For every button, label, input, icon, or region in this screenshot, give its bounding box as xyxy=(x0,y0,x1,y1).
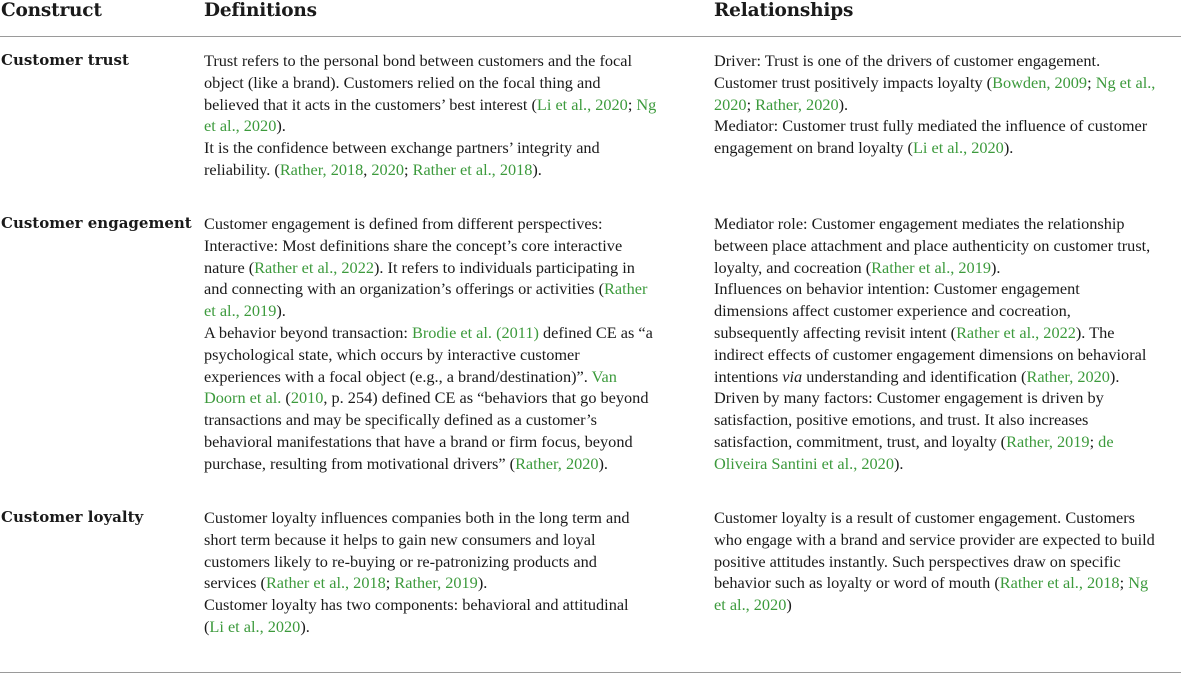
citation-link[interactable]: Ng et al., xyxy=(1095,72,1156,92)
citation-link[interactable]: et al., 2020 xyxy=(204,116,277,136)
text-segment: who engage with a brand and service provider are expected to build xyxy=(714,529,1155,549)
header-relationships: Relationships xyxy=(714,0,854,21)
citation-link[interactable]: Brodie et al. (2011) xyxy=(411,322,539,342)
text-segment: ( xyxy=(281,388,291,408)
text-segment: Customer loyalty has two components: behavioral and attitudinal xyxy=(204,595,629,615)
text-line xyxy=(204,137,694,159)
text-segment: ). The xyxy=(1075,322,1115,342)
citation-link[interactable]: Rather xyxy=(604,279,648,299)
text-line xyxy=(204,616,694,638)
citation-link[interactable]: Rather et al., 2019 xyxy=(871,257,991,277)
text-segment: ) xyxy=(786,595,792,615)
text-segment: Customer engagement is defined from different perspectives: xyxy=(204,214,603,233)
citation-link[interactable]: Li et al., 2020 xyxy=(209,616,301,636)
text-segment: Mediator role: Customer engagement mediates the relationship xyxy=(714,214,1125,233)
text-segment: It is the confidence between exchange partners’ integrity and xyxy=(204,138,600,158)
text-line xyxy=(204,115,694,137)
text-segment: , p. 254) defined CE as “behaviors that go beyond xyxy=(323,388,649,408)
definitions-cell xyxy=(204,50,694,181)
text-segment: , xyxy=(363,159,372,179)
text-segment: ). xyxy=(276,116,286,136)
text-line xyxy=(204,431,694,453)
text-line xyxy=(204,322,694,344)
text-segment: ; xyxy=(385,573,395,593)
definitions-cell xyxy=(204,507,694,638)
text-segment: object (like a brand). Customers relied on the focal thing and xyxy=(204,72,601,92)
text-segment: defined CE as “a xyxy=(538,322,653,342)
construct-label: Customer engagement xyxy=(1,214,192,232)
text-line xyxy=(204,213,694,235)
text-line xyxy=(204,594,694,616)
citation-link[interactable]: Rather, 2020 xyxy=(1026,366,1110,386)
text-segment: positive attitudes instantly. Such perspectives draw on specific xyxy=(714,551,1121,571)
citation-link[interactable]: de xyxy=(1098,431,1114,451)
text-segment: reliability. ( xyxy=(204,159,280,179)
text-segment: Customer trust positively impacts loyalty ( xyxy=(714,72,993,92)
text-segment: engagement on brand loyalty ( xyxy=(714,138,913,158)
text-line xyxy=(714,94,1181,116)
text-segment: ; xyxy=(1087,72,1096,92)
text-segment: satisfaction, positive emotions, and trust. It also increases xyxy=(714,410,1089,430)
text-segment: ). It refers to individuals participating in xyxy=(373,257,635,277)
text-segment: ). xyxy=(893,453,904,473)
text-line xyxy=(204,72,694,94)
text-segment: Mediator: Customer trust fully mediated the influence of customer xyxy=(714,116,1148,136)
text-segment: ). xyxy=(1003,138,1014,158)
italic-text: via xyxy=(782,366,803,386)
text-line xyxy=(204,344,694,366)
text-line xyxy=(204,94,694,116)
citation-link[interactable]: et al., 2019 xyxy=(204,301,277,321)
relationships-cell xyxy=(714,50,1181,159)
construct-label: Customer trust xyxy=(1,51,129,69)
text-line xyxy=(204,235,694,257)
text-segment: short term because it helps to gain new consumers and loyal xyxy=(204,529,596,549)
text-segment: psychological state, which occurs by interactive customer xyxy=(204,344,580,364)
text-segment: ). xyxy=(598,453,609,473)
text-line xyxy=(714,322,1181,344)
citation-link[interactable]: Li et al., 2020 xyxy=(912,138,1004,158)
text-segment: nature ( xyxy=(204,257,255,277)
text-segment: Interactive: Most definitions share the concept’s core interactive xyxy=(204,235,623,255)
text-segment: satisfaction, commitment, trust, and loyalty ( xyxy=(714,431,1007,451)
text-segment: ). xyxy=(276,301,286,321)
text-segment: understanding and identification ( xyxy=(802,366,1027,386)
relationships-cell xyxy=(714,213,1181,475)
text-segment: Customer loyalty is a result of customer engagement. Customers xyxy=(714,508,1135,527)
text-segment: ). xyxy=(300,616,310,636)
text-segment: ; xyxy=(746,94,756,114)
text-segment: ). xyxy=(1109,366,1120,386)
citation-link[interactable]: Rather et al., 2022 xyxy=(956,322,1076,342)
text-line xyxy=(714,235,1181,257)
text-segment: behavior such as loyalty or word of mouth ( xyxy=(714,573,1000,593)
text-line xyxy=(204,387,694,409)
text-line xyxy=(714,137,1181,159)
text-segment: ). xyxy=(477,573,488,593)
text-segment: ). xyxy=(532,159,542,179)
text-line xyxy=(714,278,1181,300)
text-line xyxy=(204,159,694,181)
citation-link[interactable]: Rather, 2018 xyxy=(279,159,364,179)
text-segment: Driver: Trust is one of the drivers of customer engagement. xyxy=(714,51,1101,70)
text-segment: Trust refers to the personal bond between customers and the focal xyxy=(204,51,633,70)
text-segment: experiences with a focal object (e.g., a brand/destination)”. xyxy=(204,366,592,386)
text-segment: ; xyxy=(627,94,637,114)
text-segment: indirect effects of customer engagement dimensions on behavioral xyxy=(714,344,1147,364)
construct-label: Customer loyalty xyxy=(1,508,144,526)
text-segment: ; xyxy=(1089,431,1099,451)
text-segment: dimensions affect customer experience and cocreation, xyxy=(714,301,1071,321)
text-line xyxy=(714,551,1181,573)
header-construct: Construct xyxy=(1,0,102,21)
header-definitions: Definitions xyxy=(204,0,317,21)
text-segment: believed that it acts in the customers’ best interest ( xyxy=(204,94,537,114)
text-line xyxy=(714,366,1181,388)
citation-link[interactable]: Rather et al., 2018 xyxy=(999,573,1120,593)
citation-link[interactable]: Van xyxy=(591,366,617,386)
text-line xyxy=(204,572,694,594)
citation-link[interactable]: Rather, 2019 xyxy=(1006,431,1090,451)
text-segment: Driven by many factors: Customer engagement is driven by xyxy=(714,388,1104,408)
text-segment: and connecting with an organization’s offerings or activities ( xyxy=(204,279,604,299)
text-line xyxy=(714,529,1181,551)
text-line xyxy=(714,507,1181,529)
text-line xyxy=(204,257,694,279)
citation-link[interactable]: et al., 2020 xyxy=(714,595,787,615)
citation-link[interactable]: Oliveira Santini et al., 2020 xyxy=(714,453,894,473)
citation-link[interactable]: Ng xyxy=(636,94,657,114)
text-segment: Influences on behavior intention: Customer engagement xyxy=(714,279,1080,299)
text-line xyxy=(714,572,1181,594)
text-segment: loyalty, and cocreation ( xyxy=(714,257,872,277)
citation-link[interactable]: Doorn et al. xyxy=(204,388,282,408)
text-segment: ; xyxy=(1119,573,1129,593)
text-line xyxy=(204,529,694,551)
citation-link[interactable]: Li et al., 2020 xyxy=(536,94,628,114)
citation-link[interactable]: Rather et al., 2018 xyxy=(412,159,533,179)
citation-link[interactable]: Bowden, 2009 xyxy=(992,72,1088,92)
citation-link[interactable]: Rather, 2020 xyxy=(515,453,599,473)
text-line xyxy=(714,594,1181,616)
text-line xyxy=(204,409,694,431)
text-segment: ). xyxy=(990,257,1001,277)
text-line xyxy=(714,72,1181,94)
text-segment: ). xyxy=(838,94,849,114)
text-segment: Customer loyalty influences companies both in the long term and xyxy=(204,508,630,527)
text-segment: between place attachment and place authenticity on customer trust, xyxy=(714,235,1151,255)
text-line xyxy=(714,50,1181,72)
text-line xyxy=(714,431,1181,453)
text-line xyxy=(204,278,694,300)
citation-link[interactable]: Rather et al., 2022 xyxy=(254,257,374,277)
text-segment: intentions xyxy=(714,366,783,386)
text-line xyxy=(204,453,694,475)
definitions-cell xyxy=(204,213,694,475)
text-line xyxy=(714,257,1181,279)
text-line xyxy=(714,409,1181,431)
citation-link[interactable]: Rather et al., 2018 xyxy=(265,573,386,593)
text-line xyxy=(204,551,694,573)
text-line xyxy=(714,387,1181,409)
citation-link[interactable]: 2010 xyxy=(290,388,324,408)
text-segment: transactions and may be specifically defined as a customer’s xyxy=(204,410,598,430)
text-segment: customers likely to re-buying or re-patronizing products and xyxy=(204,551,597,571)
text-line xyxy=(204,507,694,529)
citation-link[interactable]: Rather, 2020 xyxy=(755,94,839,114)
citation-link[interactable]: 2020 xyxy=(714,94,747,114)
text-segment: subsequently affecting revisit intent ( xyxy=(714,322,957,342)
table-bottom-rule xyxy=(0,672,1181,673)
text-segment: ; xyxy=(403,159,413,179)
text-segment: A behavior beyond transaction: xyxy=(204,322,412,342)
citation-link[interactable]: 2020 xyxy=(371,159,404,179)
text-line xyxy=(714,300,1181,322)
table-header xyxy=(0,0,1181,37)
text-line xyxy=(204,300,694,322)
text-line xyxy=(714,115,1181,137)
text-line xyxy=(204,366,694,388)
citation-link[interactable]: Ng xyxy=(1128,573,1149,593)
relationships-cell xyxy=(714,507,1181,616)
citation-link[interactable]: Rather, 2019 xyxy=(394,573,478,593)
text-line xyxy=(714,213,1181,235)
text-line xyxy=(714,453,1181,475)
text-line xyxy=(204,50,694,72)
text-segment: behavioral manifestations that have a brand or firm focus, beyond xyxy=(204,431,633,451)
text-segment: ( xyxy=(204,616,210,636)
text-segment: purchase, resulting from motivational drivers” ( xyxy=(204,453,516,473)
text-line xyxy=(714,344,1181,366)
text-segment: services ( xyxy=(204,573,266,593)
